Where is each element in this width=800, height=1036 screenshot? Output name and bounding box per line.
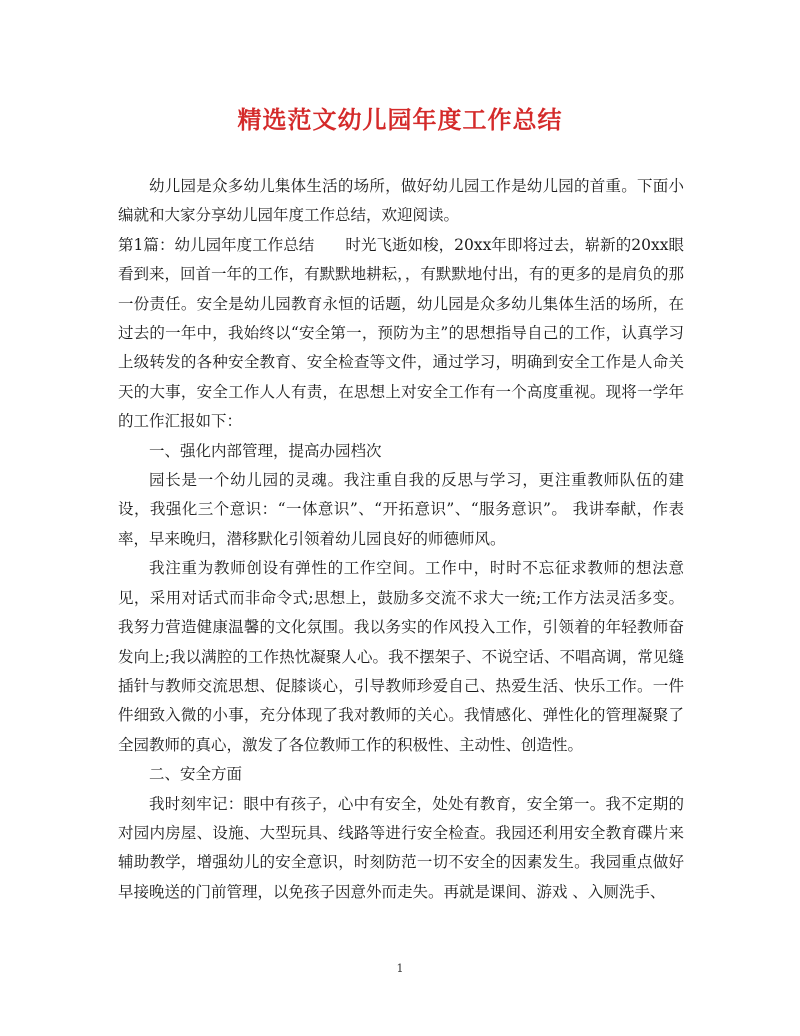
safety-paragraph: 我时刻牢记：眼中有孩子，心中有安全，处处有教育，安全第一。我不定期的对园内房屋、设施、大型玩具、线路等进行安全检查。我园还利用安全教育碟片来辅助教学，增强幼儿的安全意识，时刻防范一切不安全的因素发生。我园重点做好早接晚送的门前管理，以免孩子因意外而走失。再就是课间、游戏 、入厕洗手、 bbox=[118, 794, 684, 901]
article-opening-paragraph: 第1篇：幼儿园年度工作总结 时光飞逝如梭，20xx年即将过去，崭新的20xx眼看到来，回首一年的工作，有默默地耕耘，，有默默地付出，有的更多的是肩负的那一份责任。安全是幼儿园教育永恒的话题，幼儿园是众多幼儿集体生活的场所，在过去的一年中，我始终以“安全第一，预防为主”的思想指导自己的工作，认真学习上级转发的各种安全教育、安全检查等文件，通过学习，明确到安全工作是人命关天的大事，安全工作人人有责，在思想上对安全工作有一个高度重视。现将一学年的工作汇报如下： bbox=[118, 235, 684, 431]
document-title: 精选范文幼儿园年度工作总结 bbox=[237, 105, 563, 134]
section-heading-safety: 二、安全方面 bbox=[149, 765, 243, 784]
document-body bbox=[118, 172, 684, 907]
page-number: 1 bbox=[396, 962, 404, 975]
intro-paragraph: 幼儿园是众多幼儿集体生活的场所，做好幼儿园工作是幼儿园的首重。下面小编就和大家分享幼儿园年度工作总结，欢迎阅读。 bbox=[118, 177, 684, 225]
management-paragraph-1: 园长是一个幼儿园的灵魂。我注重自我的反思与学习，更注重教师队伍的建设，我强化三个意识：“一体意识”、“开拓意识”、“服务意识”。 我讲奉献，作表率，早来晚归，潜移默化引领着幼儿园良好的师德师风。 bbox=[118, 471, 684, 548]
management-paragraph-2: 我注重为教师创设有弹性的工作空间。工作中，时时不忘征求教师的想法意见，采用对话式而非命令式;思想上，鼓励多交流不求大一统;工作方法灵活多变。我努力营造健康温馨的文化氛围。我以务实的作风投入工作，引领着的年轻教师奋发向上;我以满腔的工作热忱凝聚人心。我不摆架子、不说空话、不唱高调，常见缝插针与教师交流思想、促膝谈心，引导教师珍爱自己、热爱生活、快乐工作。一件件细致入微的小事，充分体现了我对教师的关心。我情感化、弹性化的管理凝聚了全园教师的真心，激发了各位教师工作的积极性、主动性、创造性。 bbox=[118, 559, 684, 754]
section-heading-management: 一、强化内部管理，提高办园档次 bbox=[149, 441, 382, 460]
